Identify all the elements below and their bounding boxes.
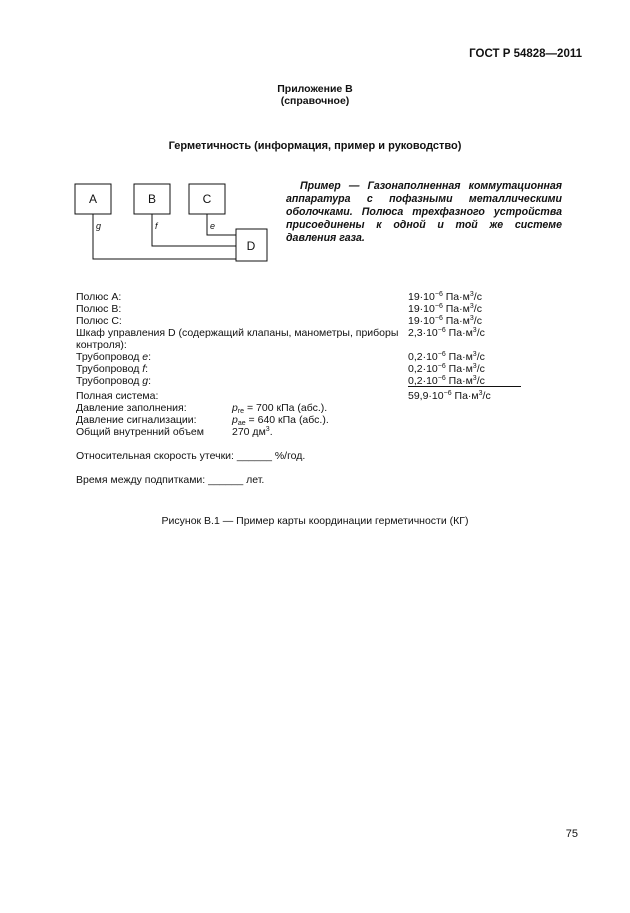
box-d-label: D — [246, 239, 256, 253]
pole-b-label: Полюс В: — [76, 303, 122, 315]
pipe-e-value: $0,2\cdot 10^{-6}$ $Па\cdot м^3/с$ — [408, 351, 485, 363]
volume-label: Общий внутренний объем — [76, 426, 204, 438]
box-c-label: C — [202, 192, 212, 206]
pipe-g-value: $0,2\cdot 10^{-6}$ $Па\cdot м^3/с$ — [408, 375, 485, 387]
page-number: 75 — [565, 828, 578, 840]
volume-value: 270 $дм^3$. — [232, 426, 273, 438]
figure-caption: Рисунок В.1 — Пример карты координации герметичности (КГ) — [161, 515, 469, 527]
standard-number: ГОСТ Р 54828—2011 — [469, 48, 582, 60]
pipe-g-label: g — [96, 221, 102, 231]
example-lead: Пример — — [300, 180, 360, 192]
box-a-label: A — [88, 192, 98, 206]
fill-pressure-label: Давление заполнения: — [76, 402, 187, 414]
pipe-f-line — [152, 214, 236, 246]
alarm-pressure-value: $p_{ae} = 640$ кПа (абс.). — [232, 414, 329, 427]
appendix-title: Приложение В — [277, 83, 353, 95]
appendix-heading — [0, 83, 630, 107]
cabinet-value: $2,3\cdot 10^{-6}$ $Па\cdot м^3/с$ — [408, 327, 485, 339]
sum-divider — [408, 386, 521, 387]
pole-a-value: $19\cdot 10^{-6}$ $Па\cdot м^3/с$ — [408, 291, 482, 303]
pole-b-value: $19\cdot 10^{-6}$ $Па\cdot м^3/с$ — [408, 303, 482, 315]
pipe-g-row-label: Трубопровод g: — [76, 375, 152, 387]
total-value: $59,9\cdot 10^{-6}$ $Па\cdot м^3/с$ — [408, 390, 491, 402]
fill-pressure-value: $p_{re} = 700$ кПа (абс.). — [232, 402, 328, 415]
example-note — [286, 180, 562, 245]
section-title: Герметичность (информация, пример и руководство) — [168, 140, 462, 152]
pole-c-label: Полюс С: — [76, 315, 122, 327]
alarm-pressure-label: Давление сигнализации: — [76, 414, 197, 426]
example-text: Газонаполненная коммутационная аппаратура с пофазными металлическими оболочками. Полюса трехфазного устройства присоединены к одной и той же системе давления газа. — [286, 180, 562, 244]
box-b-label: B — [147, 192, 157, 206]
leak-rate: Относительная скорость утечки: ______ %/год. — [76, 450, 306, 462]
pipe-f-value: $0,2\cdot 10^{-6}$ $Па\cdot м^3/с$ — [408, 363, 485, 375]
appendix-subtitle: (справочное) — [280, 95, 350, 107]
refill-time: Время между подпитками: ______ лет. — [76, 474, 265, 486]
pole-a-label: Полюс А: — [76, 291, 122, 303]
pipe-f-row-label: Трубопровод f: — [76, 363, 149, 375]
diagram — [70, 183, 275, 268]
total-label: Полная система: — [76, 390, 159, 402]
cabinet-label: Шкаф управления D (содержащий клапаны, манометры, приборы контроля): — [76, 327, 399, 351]
pipe-f-label: f — [155, 221, 158, 231]
pipe-e-row-label: Трубопровод e: — [76, 351, 152, 363]
pole-c-value: $19\cdot 10^{-6}$ $Па\cdot м^3/с$ — [408, 315, 482, 327]
pipe-e-label: e — [210, 221, 216, 231]
